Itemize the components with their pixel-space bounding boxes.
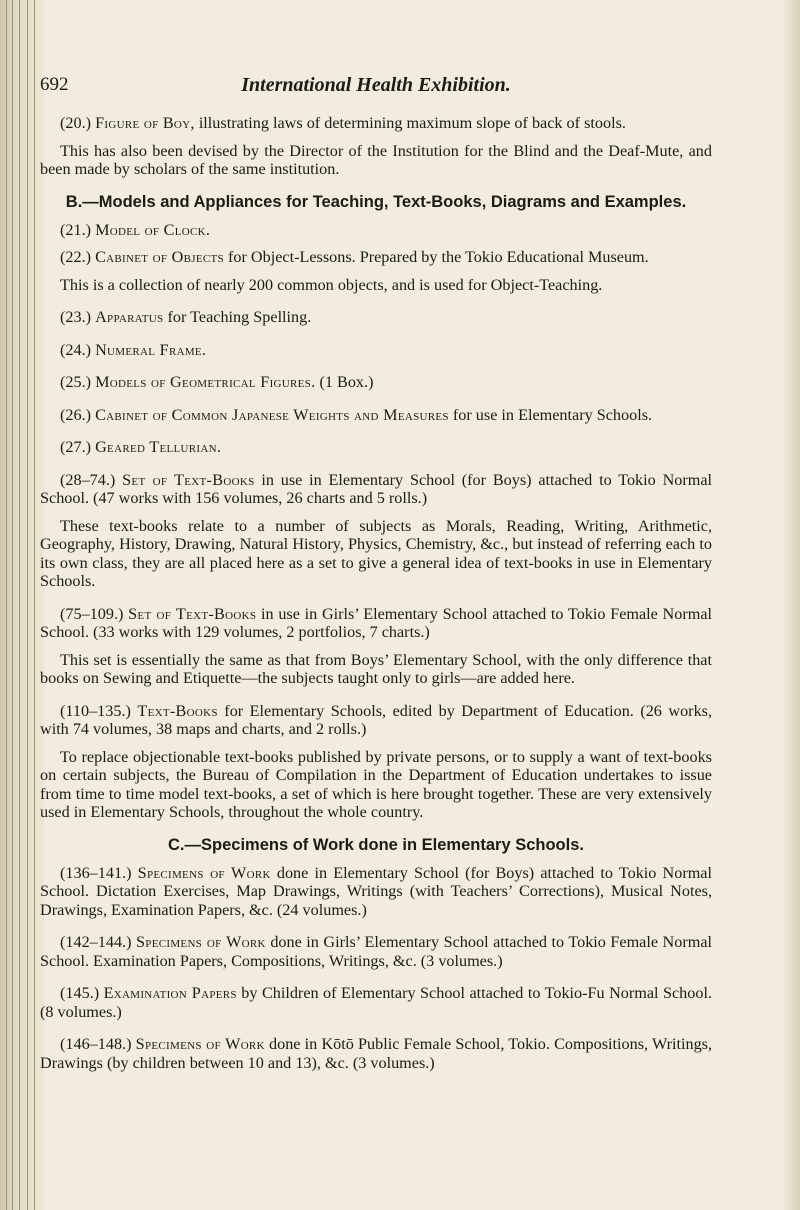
entry-title: Model of Clock.: [95, 220, 211, 239]
entry-description: for Object-Lessons. Prepared by the Tokio Educational Museum.: [223, 248, 649, 266]
entry-note: To replace objectionable text-books published by private persons, or to supply a want of text-books on certain subjects, the Bureau of Compilation in the Department of Education undertakes to issue from time to time model text-books, a set of which is here brought together. These are very extensively used in Elementary Schools, throughout the whole country.: [40, 747, 712, 821]
catalogue-entry: [40, 341, 712, 360]
entry-description: illustrating laws of determining maximum slope of back of stools.: [194, 114, 626, 132]
entry-number: (145.): [60, 984, 100, 1002]
catalogue-entry: [40, 406, 712, 425]
entry-description: done in Elementary School (for Boys) attached to Tokio Normal School. Dictation Exercises, Map Drawings, Writings (with Teachers’ Corrections), Musical Notes, Drawings, Examination Papers, &c. (24 volumes.): [40, 863, 712, 919]
entry-description: for use in Elementary Schools.: [448, 405, 653, 424]
entry-number: (25.): [60, 373, 92, 391]
catalogue-entry: [40, 864, 712, 920]
entry-number: (20.): [60, 114, 92, 132]
entry-title: Examination Papers: [103, 984, 237, 1002]
entry-number: (136–141.): [60, 863, 132, 882]
entry-note: This set is essentially the same as that from Boys’ Elementary School, with the only difference that books on Sewing and Etiquette—the subjects taught only to girls—are added here.: [40, 650, 712, 687]
section-heading-b: B.—Models and Appliances for Teaching, Text-Books, Diagrams and Examples.: [65, 192, 687, 211]
page-content: [40, 74, 712, 1072]
entry-number: (75–109.): [60, 604, 124, 623]
entry-description: for Teaching Spelling.: [163, 308, 312, 326]
catalogue-entry: [40, 984, 712, 1021]
entry-title: Text-Books: [137, 701, 218, 720]
entry-title: Apparatus: [95, 308, 164, 326]
catalogue-entry: [40, 373, 712, 392]
running-title: International Health Exhibition.: [241, 74, 511, 96]
catalogue-entry: [40, 933, 712, 970]
entry-number: (23.): [60, 308, 92, 326]
entry-number: (22.): [60, 248, 92, 266]
entry-title: Models of Geometrical Figures.: [95, 373, 316, 391]
catalogue-entry: [40, 248, 712, 267]
catalogue-entry: [40, 702, 712, 739]
entry-number: (21.): [60, 220, 92, 239]
entry-title: Figure of Boy,: [95, 114, 195, 132]
entry-title: Numeral Frame.: [95, 340, 207, 359]
entry-title: Cabinet of Common Japanese Weights and Measures: [95, 405, 449, 424]
catalogue-entry: [40, 221, 712, 240]
entry-description: done in Girls’ Elementary School attached to Tokio Female Normal School. Examination Papers, Compositions, Writings, &c. (3 volumes.): [40, 933, 712, 970]
entry-note: These text-books relate to a number of subjects as Morals, Reading, Writing, Arithmetic, Geography, History, Drawing, Natural History, Physics, Chemistry, &c., but instead of referring each to its own class, they are all placed here as a set to give a general idea of text-books in use in Elementary Schools.: [40, 516, 712, 590]
entry-description: in use in Elementary School (for Boys) attached to Tokio Normal School. (47 works with 156 volumes, 26 charts and 5 rolls.): [40, 470, 713, 507]
entry-description: for Elementary Schools, edited by Department of Education. (26 works, with 74 volumes, 38 maps and charts, and 2 rolls.): [40, 701, 713, 738]
entry-title: Specimens of Work: [137, 863, 271, 882]
entry-description: by Children of Elementary School attached to Tokio-Fu Normal School. (8 volumes.): [40, 984, 713, 1021]
catalogue-entry: [40, 114, 712, 133]
entry-title: Set of Text-Books: [122, 470, 255, 489]
catalogue-entry: [40, 308, 712, 327]
entry-number: (27.): [60, 438, 92, 456]
entry-number: (110–135.): [60, 701, 131, 720]
entry-title: Geared Tellurian.: [95, 438, 222, 456]
entry-number: (24.): [60, 340, 92, 359]
entry-note: This is a collection of nearly 200 common objects, and is used for Object-Teaching.: [60, 275, 603, 294]
entry-number: (146–148.): [60, 1035, 132, 1053]
catalogue-entry: [40, 471, 712, 508]
section-heading-c: C.—Specimens of Work done in Elementary Schools.: [168, 835, 584, 854]
catalogue-entry: [40, 438, 712, 457]
catalogue-entry: [40, 1035, 712, 1072]
page-number: 692: [40, 74, 69, 95]
entry-title: Specimens of Work: [135, 1035, 265, 1053]
entry-title: Set of Text-Books: [128, 604, 257, 623]
entry-number: (26.): [60, 405, 92, 424]
entry-title: Specimens of Work: [136, 933, 266, 951]
entry-note: This has also been devised by the Director of the Institution for the Blind and the Deaf-Mute, and been made by scholars of the same institution.: [40, 141, 712, 178]
entry-title: Cabinet of Objects: [95, 248, 224, 266]
entry-description: (1 Box.): [315, 373, 374, 391]
entry-description: done in Kōtō Public Female School, Tokio. Compositions, Writings, Drawings (by children between 10 and 13), &c. (3 volumes.): [40, 1035, 713, 1072]
running-header: [40, 74, 712, 114]
catalogue-entry: [40, 605, 712, 642]
entry-number: (28–74.): [60, 470, 116, 489]
entry-description: in use in Girls’ Elementary School attached to Tokio Female Normal School. (33 works with 129 volumes, 2 portfolios, 7 charts.): [40, 604, 713, 641]
entry-number: (142–144.): [60, 933, 132, 951]
page-edge: [784, 0, 800, 1210]
book-spine-gutter: [0, 0, 44, 1210]
